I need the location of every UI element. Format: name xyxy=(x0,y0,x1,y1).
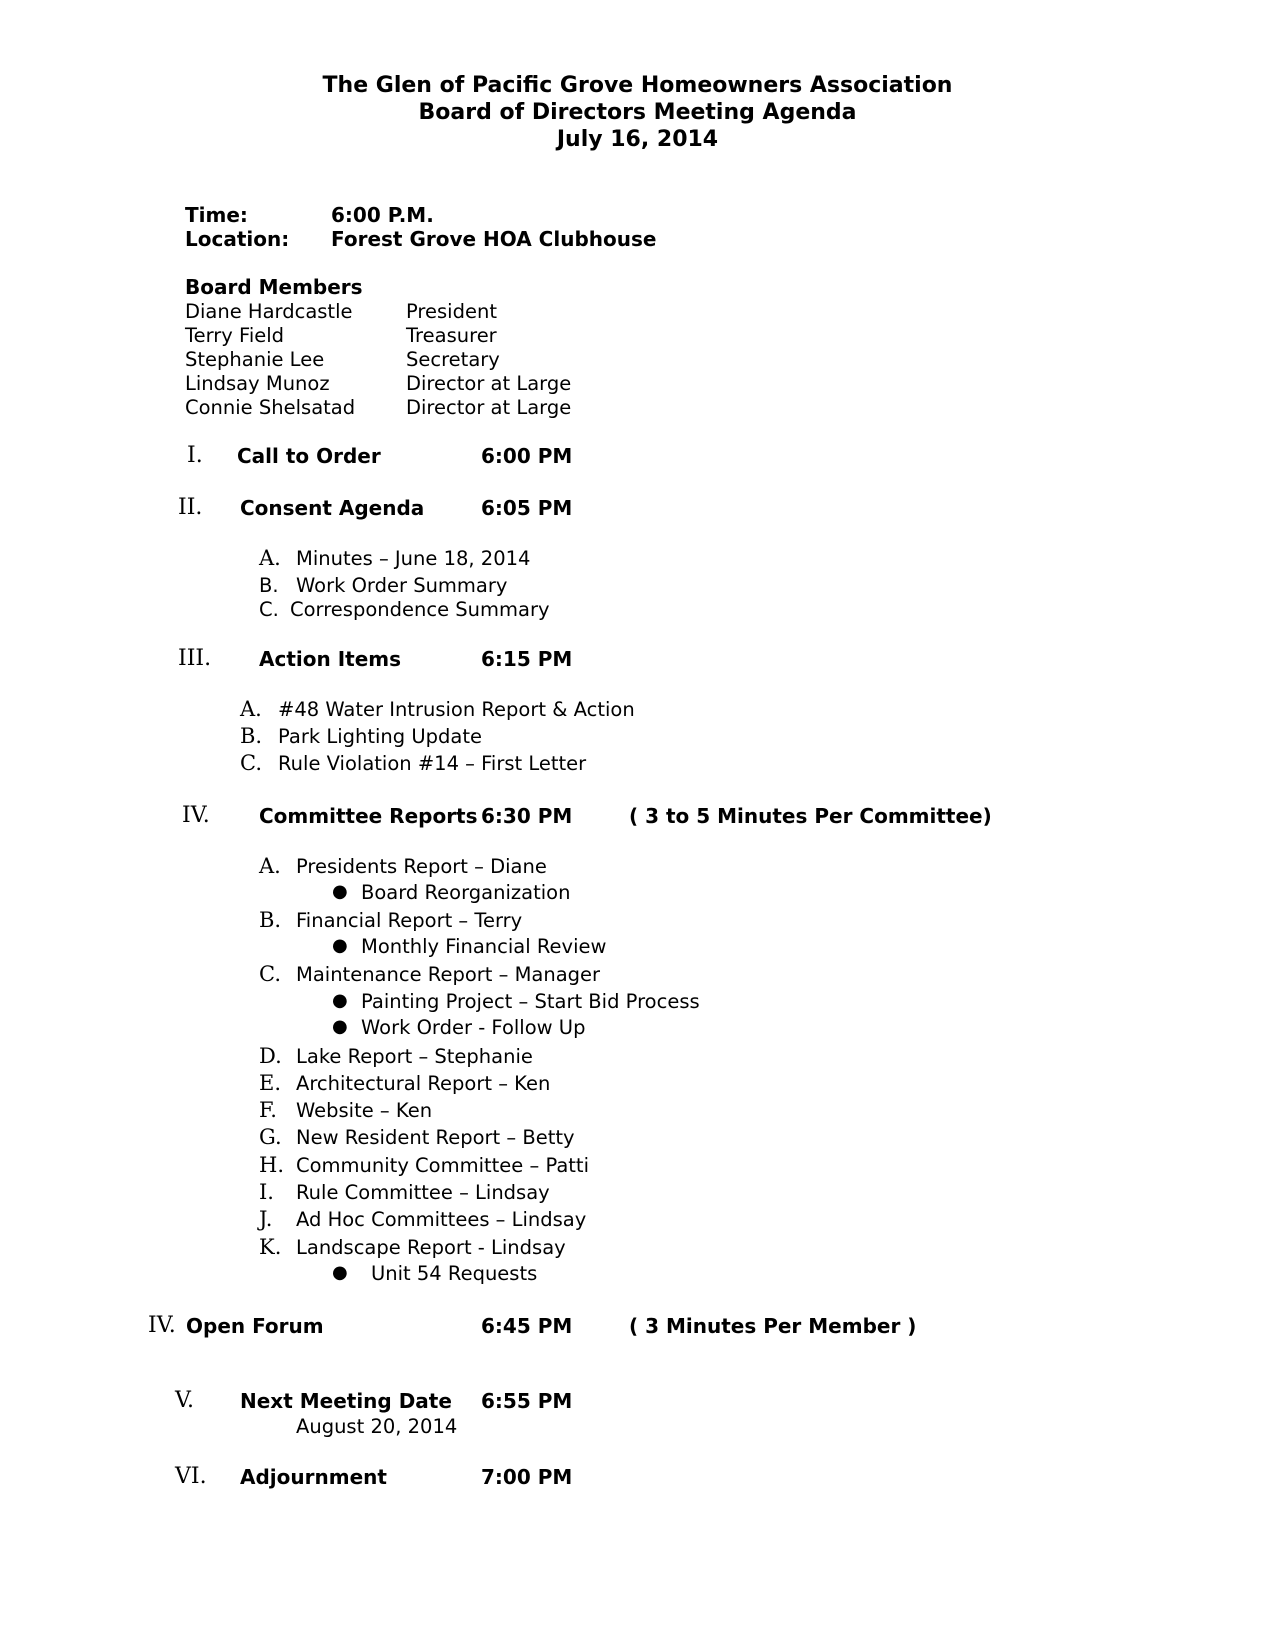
member-role: President xyxy=(406,300,497,323)
section-title: Committee Reports xyxy=(259,804,478,828)
bullet-icon: ● xyxy=(332,1262,348,1283)
item-letter: D. xyxy=(259,1044,282,1068)
bullet-text: Monthly Financial Review xyxy=(361,935,607,958)
section-note: ( 3 Minutes Per Member ) xyxy=(629,1314,917,1338)
location-value: Forest Grove HOA Clubhouse xyxy=(331,227,657,251)
member-name: Lindsay Munoz xyxy=(185,372,330,395)
section-time: 6:00 PM xyxy=(481,444,573,468)
section-time: 6:55 PM xyxy=(481,1389,573,1413)
item-text: Maintenance Report – Manager xyxy=(296,963,601,986)
item-letter: G. xyxy=(259,1125,282,1149)
item-letter: B. xyxy=(240,724,263,748)
item-text: Correspondence Summary xyxy=(290,598,550,621)
bullet-text: Painting Project – Start Bid Process xyxy=(361,990,700,1013)
item-letter: J. xyxy=(259,1207,273,1231)
item-text: Rule Violation #14 – First Letter xyxy=(278,752,587,775)
next-meeting-date: August 20, 2014 xyxy=(296,1415,458,1438)
board-members-heading: Board Members xyxy=(185,275,363,299)
item-letter: A. xyxy=(259,854,281,878)
meeting-date: July 16, 2014 xyxy=(556,127,719,152)
section-number: IV. xyxy=(182,803,210,828)
document-subtitle: Board of Directors Meeting Agenda xyxy=(418,100,857,125)
bullet-text: Work Order - Follow Up xyxy=(361,1016,586,1039)
section-number: VI. xyxy=(175,1464,207,1489)
section-number: V. xyxy=(175,1388,195,1413)
section-time: 6:15 PM xyxy=(481,647,573,671)
section-number: I. xyxy=(187,443,203,468)
bullet-text: Unit 54 Requests xyxy=(371,1262,538,1285)
item-text: #48 Water Intrusion Report & Action xyxy=(278,698,635,721)
item-text: New Resident Report – Betty xyxy=(296,1126,575,1149)
member-role: Treasurer xyxy=(406,324,497,347)
item-letter: B. xyxy=(259,908,282,932)
item-text: Minutes – June 18, 2014 xyxy=(296,547,531,570)
location-label: Location: xyxy=(185,227,290,251)
item-text: Community Committee – Patti xyxy=(296,1154,589,1177)
member-name: Diane Hardcastle xyxy=(185,300,353,323)
item-letter: C. xyxy=(259,962,281,986)
item-text: Rule Committee – Lindsay xyxy=(296,1181,550,1204)
item-text: Architectural Report – Ken xyxy=(296,1072,551,1095)
section-title: Adjournment xyxy=(240,1465,387,1489)
member-role: Director at Large xyxy=(406,396,572,419)
item-letter: H. xyxy=(259,1153,284,1177)
item-text: Landscape Report - Lindsay xyxy=(296,1236,566,1259)
time-label: Time: xyxy=(185,203,248,227)
item-letter: E. xyxy=(259,1071,282,1095)
item-letter: I. xyxy=(259,1180,274,1204)
member-name: Connie Shelsatad xyxy=(185,396,356,419)
item-text: Lake Report – Stephanie xyxy=(296,1045,533,1068)
section-number: IV. xyxy=(148,1313,176,1338)
item-text: Presidents Report – Diane xyxy=(296,855,547,878)
bullet-icon: ● xyxy=(332,990,348,1011)
member-role: Secretary xyxy=(406,348,500,371)
item-text: Park Lighting Update xyxy=(278,725,482,748)
section-time: 6:05 PM xyxy=(481,496,573,520)
member-role: Director at Large xyxy=(406,372,572,395)
section-number: III. xyxy=(178,646,212,671)
item-letter: C. xyxy=(240,751,262,775)
section-note: ( 3 to 5 Minutes Per Committee) xyxy=(629,804,992,828)
section-title: Next Meeting Date xyxy=(240,1389,452,1413)
item-letter: B. xyxy=(259,574,279,597)
item-letter: A. xyxy=(240,697,262,721)
document-title: The Glen of Pacific Grove Homeowners Association xyxy=(322,73,953,98)
item-text: Financial Report – Terry xyxy=(296,909,523,932)
item-letter: K. xyxy=(259,1235,282,1259)
bullet-icon: ● xyxy=(332,935,348,956)
bullet-text: Board Reorganization xyxy=(361,881,571,904)
section-time: 6:30 PM xyxy=(481,804,573,828)
item-text: Work Order Summary xyxy=(296,574,508,597)
item-text: Website – Ken xyxy=(296,1099,433,1122)
bullet-icon: ● xyxy=(332,881,348,902)
item-letter: A. xyxy=(259,546,281,570)
member-name: Stephanie Lee xyxy=(185,348,325,371)
section-title: Consent Agenda xyxy=(240,496,425,520)
section-time: 7:00 PM xyxy=(481,1465,573,1489)
section-title: Open Forum xyxy=(186,1314,324,1338)
member-name: Terry Field xyxy=(185,324,285,347)
item-letter: F. xyxy=(259,1098,277,1122)
item-letter: C. xyxy=(259,598,279,621)
item-text: Ad Hoc Committees – Lindsay xyxy=(296,1208,587,1231)
section-time: 6:45 PM xyxy=(481,1314,573,1338)
section-title: Call to Order xyxy=(237,444,381,468)
section-title: Action Items xyxy=(259,647,402,671)
section-number: II. xyxy=(178,495,203,520)
time-value: 6:00 P.M. xyxy=(331,203,434,227)
bullet-icon: ● xyxy=(332,1016,348,1037)
